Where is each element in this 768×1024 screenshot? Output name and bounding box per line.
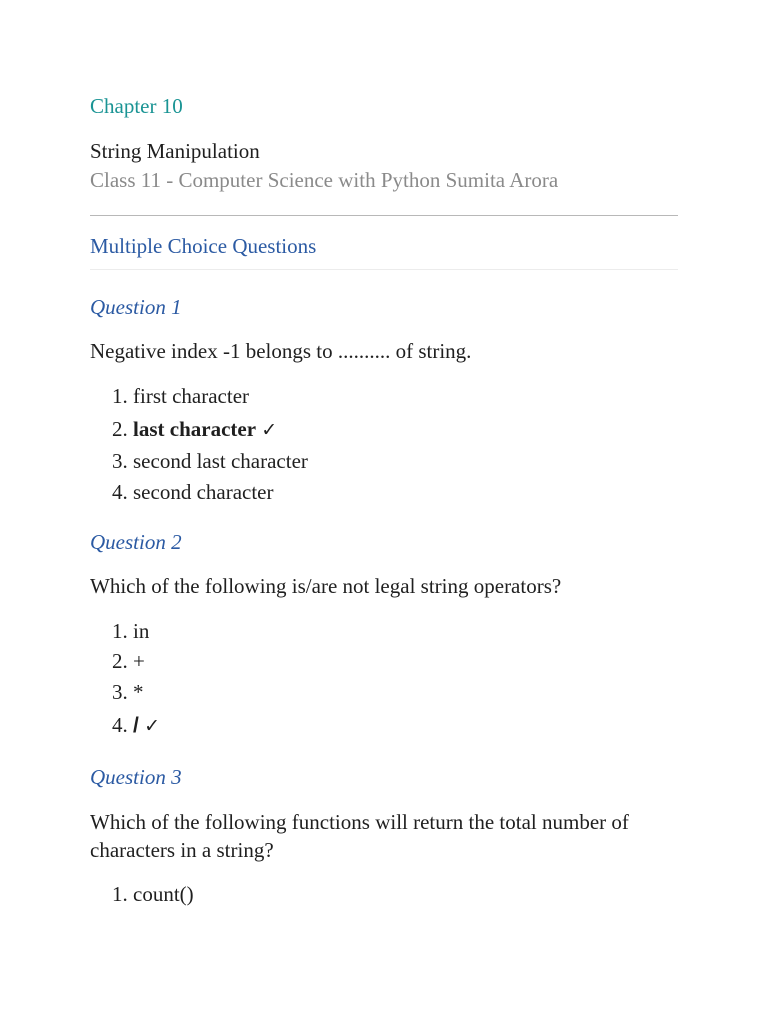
option xyxy=(90,382,678,415)
question-text: Which of the following is/are not legal string operators? xyxy=(90,574,562,598)
option-number: 1. xyxy=(112,384,128,408)
option-text: * xyxy=(133,680,144,704)
option-number: 3. xyxy=(112,680,128,704)
option-text: count() xyxy=(133,882,194,906)
section-divider xyxy=(90,269,678,270)
content xyxy=(90,92,678,911)
options-list xyxy=(90,617,678,742)
option-number: 2. xyxy=(112,417,128,441)
chapter-link[interactable]: Chapter 10 xyxy=(90,94,183,118)
option-number: 1. xyxy=(112,882,128,906)
option-text: in xyxy=(133,619,150,643)
option-text: second character xyxy=(133,480,274,504)
options-list xyxy=(90,382,678,509)
option-correct xyxy=(90,711,678,742)
question-2 xyxy=(90,528,678,742)
option-number: 4. xyxy=(112,713,128,737)
option xyxy=(90,880,678,911)
option xyxy=(90,647,678,678)
option xyxy=(90,478,678,509)
option-text: + xyxy=(133,649,145,673)
option xyxy=(90,447,678,478)
question-3 xyxy=(90,763,678,911)
option-text: last character xyxy=(133,417,257,441)
question-text: Which of the following functions will return the total number of characters in a string? xyxy=(90,810,629,862)
option xyxy=(90,678,678,711)
page-subtitle: Class 11 - Computer Science with Python Sumita Arora xyxy=(90,168,559,192)
header-divider xyxy=(90,215,678,216)
option-text: / xyxy=(133,714,139,737)
question-1 xyxy=(90,293,678,509)
option xyxy=(90,617,678,647)
option-text: second last character xyxy=(133,449,308,473)
question-text: Negative index -1 belongs to .......... of string. xyxy=(90,339,472,363)
check-mark-icon: ✓ xyxy=(261,419,278,441)
question-label: Question 2 xyxy=(90,530,182,554)
option-number: 1. xyxy=(112,619,128,643)
option-number: 2. xyxy=(112,649,128,673)
page-title: String Manipulation xyxy=(90,139,260,163)
option-correct xyxy=(90,415,678,447)
options-list xyxy=(90,880,678,911)
question-label: Question 1 xyxy=(90,295,182,319)
option-number: 3. xyxy=(112,449,128,473)
section-heading: Multiple Choice Questions xyxy=(90,234,317,258)
option-number: 4. xyxy=(112,480,128,504)
option-text: first character xyxy=(133,384,250,408)
check-mark-icon: ✓ xyxy=(144,715,161,737)
question-label: Question 3 xyxy=(90,765,182,789)
